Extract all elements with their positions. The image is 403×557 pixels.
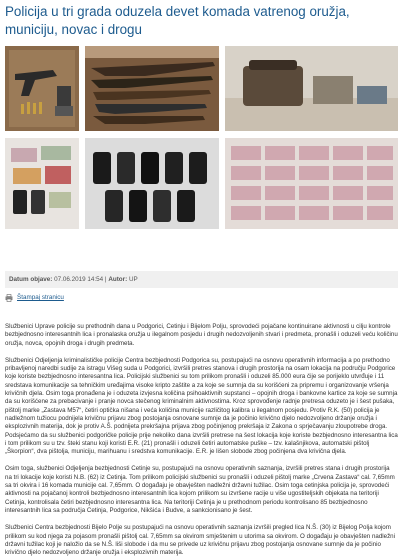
author-label: Autor: bbox=[108, 276, 128, 283]
printer-icon bbox=[5, 294, 13, 302]
date-value: 07.06.2019 14:54 bbox=[54, 276, 104, 283]
paragraph-4: Službenici Centra bezbjednosti Bijelo Polje su postupajući na osnovu operativnih saznanja izvršili pregled lica N.Š. (30) iz Bijelog Polja kojom prilikom su kod njega za pojasom pronašli pištolj cal. 7,65mm sa okvirom smještenim u utorima sa okvirom. O događaju je obavješten nadležni državni tužilac koji je naložio da se N.Š. liši slobode i da mu se privede uz krivičnu prijavu zbog postojanja osnovane sumnje da je počinio krivično djelo nedozvoljeno držanje oružja i eksplozivnih materija. bbox=[5, 524, 395, 557]
photo-banknotes[interactable] bbox=[225, 138, 398, 229]
photo-cash-phones[interactable] bbox=[5, 138, 79, 229]
photo-gallery bbox=[5, 46, 398, 229]
photo-pistol-ammo[interactable] bbox=[5, 46, 79, 131]
author-value: UP bbox=[128, 276, 138, 283]
article-meta bbox=[5, 271, 398, 288]
photo-bag[interactable] bbox=[225, 46, 398, 131]
photo-rifles[interactable] bbox=[85, 46, 219, 131]
photo-phones[interactable] bbox=[85, 138, 219, 229]
meta-separator: | bbox=[104, 276, 107, 283]
paragraph-1: Službenici Uprave policije su prethodnih dana u Podgorici, Cetinju i Bijelom Polju, sprovodeći pojačane kontinuirane aktivnosti u cilju kontrole bezbjednosno interesantnih lica i pronalaska oružja u ilegalnom posjedu i drugih nedozvoljenih stvari i predmeta, pronašli i oduzeli veću količinu oružja, novca, opojnih droga i drugih predmeta. bbox=[5, 323, 398, 347]
print-label[interactable]: Štampaj stranicu bbox=[17, 294, 64, 301]
paragraph-2: Službenici Odjeljenja kriminalističke policije Centra bezbjednosti Podgorica su, postupajući na osnovu operativnih informacija a po prethodno pribavljenoj naredbi sudije za istragu Višeg suda u Podgorici, izvršili pretres stanova i drugih prostorija na osam lokacija na području Podgorice koje koriste bezbjednosno interesantna lica. Policijski službenici su tom prilikom pronašli i oduzeli 85.000 eura čije se porijeklo utvrđuje i 11 sredstava komunikacije sa tehničkim uređajima visoke kripto zaštite a za koje se sumnja da su korišćeni za pripremu i organizovanje vršenja krivičnih djela. Osim toga pronađena je i oduzeta izvjesna količina psihoaktivnih supstanci – opojnih droga i bankovne kartice za koje se sumnja da su korišćene za prebacivanje i pranje novca stečenog kriminalnim aktivnostima. Kroz sprovođenje radnje pretresa oduzeto je i šest pušaka, pištolj marke „Zastava M57“, četiri optička nišana i veća količina municije različitog kalibra u ilegalnom posjedu. Protiv R.K. (50) policija je nadležnom tužiocu podnijela krivičnu prijavu zbog postojanja osnovane sumnje da je počinio krivično djelo nedozvoljeno držanje oružja i eksplozivnih materija, dok je protiv A.Š. podnijeta prekršajna prijava zbog počinjenog prekršaja iz Zakona o sprječavanju zloupotrebe droga. Podsjećamo da su službenici podgoričke policije prije nekoliko dana izvršili pretrese na šest lokacija koje koriste bezbjednosno interesantna lica i tom prilikom su u tzv. šteki stanu koji koristi E.R. (21) pronašli i oduzeli četiri automatske puške – tzv. kalašnjikova, automatski pištolj „Škorpion“, dva pištolja, municiju, marihuanu i sredstva komunikacije. E.R. je lišen slobode zbog počinjena dva krivična djela. bbox=[5, 356, 398, 456]
article-title: Policija u tri grada oduzela devet komada vatrenog oružja, municiju, novac i drogu bbox=[5, 4, 350, 37]
date-label: Datum objave: bbox=[9, 276, 53, 283]
article-body bbox=[5, 323, 398, 557]
print-link[interactable] bbox=[5, 293, 398, 303]
paragraph-3: Osim toga, službenici Odjeljenja bezbjednosti Cetinje su, postupajući na osnovu operativnih saznanja, izvršili pretres stana i drugih prostorija na tri lokacije koje koristi N.B. (62) iz Cetinja. Tom prilikom policijski službenici su pronašli i oduzeli pištolj marke „Crvena Zastava“ cal. 7,65mm sa tri okvira i 16 komada municije cal. 7,65mm. O događaju je obavješten nadležni državni tužilac. Osim toga cetinjska policija je, sprovodeći aktivnosti na pojačanoj kontroli bezbjednosno interesantnih lica kojom prilikom su izvršene racije u više ugostiteljskih objekata na teritoriji Cetinja, kontrolisala četiri bezbjednosno interesantna lica. Na teritoriji Cetinja je u prethodnom periodu kontrolisano 85 bezbjednosno interesantnih lica sa područja Cetinja, Podgorice, Nikšića i Budve, a sankcionisano je šest. bbox=[5, 465, 395, 514]
